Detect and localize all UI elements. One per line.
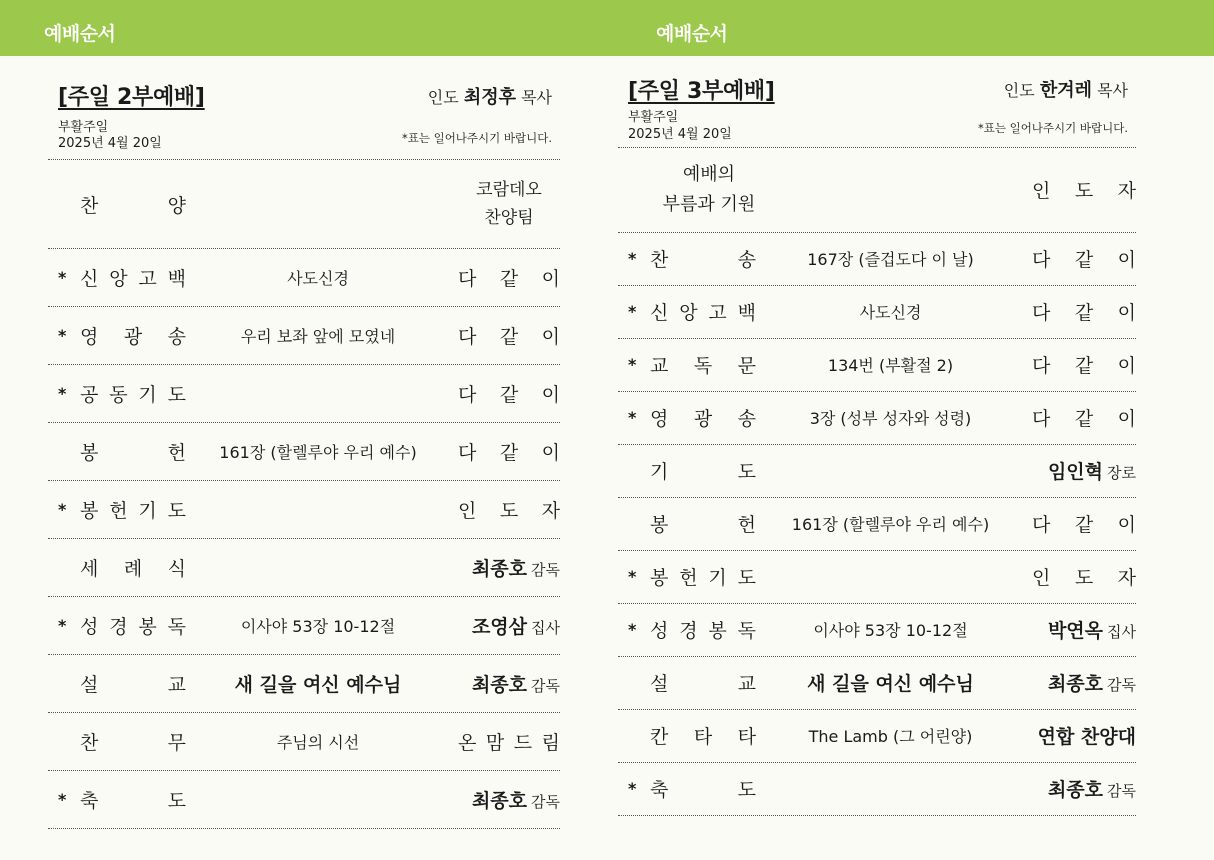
order-item-char: 독 [693,355,713,377]
order-leader [1048,775,1136,802]
order-item [650,510,756,537]
order-leader-line: 코람데오 [476,180,542,200]
order-item-char: 기 [708,567,727,589]
order-leader-char: 다 [1032,249,1051,271]
leader-name: 최종호 [1047,779,1104,801]
order-leader-line: 찬양팀 [484,208,534,228]
leader-role: 감독 [1107,782,1136,800]
leader-name: 임인혁 [1047,461,1104,483]
order-row [48,712,560,770]
order-item [80,612,186,639]
order-leader-char: 도 [1074,567,1094,589]
order-content: 167장 (즐겁도다 이 날) [807,250,974,269]
order-item [650,616,756,643]
order-item-char: 독 [167,615,186,638]
order-item-char: 봉 [80,499,99,522]
order-content: 161장 (할렐루야 우리 예수) [791,515,990,534]
order-leader [458,322,560,349]
leader-name: 최종호 [471,673,528,696]
order-leader-char: 자 [1117,180,1136,202]
order-item-char: 광 [123,325,143,348]
left-banner-label: 예배순서 [44,23,116,45]
stand-marker: * [628,620,637,639]
divider [48,828,560,829]
order-item-char: 교 [650,355,669,377]
order-leader: 연합 찬양대 [1037,726,1136,748]
order-item-char: 봉 [138,615,157,638]
stand-marker: * [58,789,67,809]
order-item [650,351,756,378]
order-item [650,563,756,590]
order-leader [1048,669,1136,696]
order-item-char: 봉 [80,441,99,464]
order-item-char: 찬 [80,731,99,754]
order-content: 우리 보좌 앞에 모였네 [240,326,396,346]
leader-name: 조영삼 [471,615,528,638]
order-row [618,232,1136,285]
order-item-char: 도 [737,567,756,589]
order-item [80,438,186,465]
order-leader [1048,616,1136,643]
order-item-char: 축 [80,789,99,812]
order-content: 새 길을 여신 예수님 [234,673,402,696]
order-item-char: 교 [167,673,186,696]
occasion-label: 부활주일 [58,120,109,135]
order-item-char: 칸 [650,726,669,748]
leader-role: 감독 [531,792,560,811]
order-leader-char: 자 [541,499,560,522]
order-leader [472,612,560,639]
order-leader [1032,563,1136,590]
order-leader-char: 인 [458,499,477,522]
stand-marker: * [58,383,67,403]
order-leader [458,728,560,755]
order-item-char: 기 [138,383,157,406]
order-leader-char: 같 [1074,302,1094,324]
order-content: 사도신경 [859,303,922,322]
order-item-char: 무 [167,731,186,754]
order-leader-char: 맘 [485,731,505,754]
order-leader-char: 같 [1074,249,1094,271]
right-banner-label: 예배순서 [656,23,728,45]
order-item-char: 도 [167,383,186,406]
stand-marker: * [58,325,67,345]
order-leader-char: 이 [541,267,560,290]
date-label: 2025년 4월 20일 [58,136,162,151]
order-item-char: 헌 [167,441,186,464]
order-leader-char: 같 [499,267,519,290]
order-item-char: 고 [138,267,157,290]
order-item-char: 경 [109,615,128,638]
order-item-char: 헌 [679,567,698,589]
order-item-char: 영 [650,408,669,430]
order-item [646,160,772,220]
order-content: 새 길을 여신 예수님 [807,673,974,695]
order-item-char: 양 [167,194,186,217]
order-leader-char: 다 [458,441,477,464]
order-leader-char: 같 [499,383,519,406]
order-item-char: 설 [80,673,99,696]
leader-name: 최종호 [471,789,528,812]
order-leader [1032,351,1136,378]
order-leader [1032,298,1136,325]
order-leader [458,380,560,407]
order-leader [1048,457,1136,484]
leader-role: 감독 [1107,676,1136,694]
stand-marker: * [58,615,67,635]
order-leader-char: 다 [1032,514,1051,536]
order-item [80,554,186,581]
order-row [618,550,1136,603]
service-leader: 인도 한겨레 목사 [1003,80,1128,101]
order-row [618,497,1136,550]
stand-marker: * [628,408,637,427]
leader-role: 감독 [531,560,560,579]
order-leader-char: 드 [513,731,533,754]
order-item [80,496,186,523]
order-item-char: 문 [737,355,756,377]
order-item-char: 식 [167,557,186,580]
order-item-char: 백 [167,267,186,290]
order-item [80,322,186,349]
order-item-char: 송 [737,249,756,271]
order-item-char: 신 [80,267,99,290]
leader-name: 박연옥 [1047,620,1104,642]
order-content: 134번 (부활절 2) [827,356,954,375]
order-item-char: 백 [737,302,756,324]
order-leader-char: 같 [499,325,519,348]
stand-marker: * [58,499,67,519]
service-title: [주일 3부예배] [628,79,775,104]
order-item [650,722,756,749]
order-leader-char: 같 [1074,514,1094,536]
leader-name: 최종호 [1047,673,1104,695]
order-item-char: 앙 [109,267,128,290]
order-item-char: 경 [679,620,698,642]
order-item-char: 례 [123,557,143,580]
order-row [48,306,560,364]
order-item-char: 봉 [650,567,669,589]
order-row [48,364,560,422]
order-row [48,422,560,480]
order-leader-char: 다 [458,325,477,348]
order-item-char: 신 [650,302,669,324]
order-item-char: 세 [80,557,99,580]
order-leader [472,670,560,697]
order-leader-char: 림 [541,731,560,754]
order-item-char: 공 [80,383,99,406]
leader-role: 목사 [1097,81,1128,100]
order-row [618,285,1136,338]
service-title: [주일 2부예배] [58,85,205,110]
order-item-char: 타 [693,726,713,748]
order-item-char: 교 [737,673,756,695]
order-leader [472,786,560,813]
order-item-char: 성 [650,620,669,642]
order-item-char: 도 [737,461,756,483]
order-leader [1032,510,1136,537]
order-item-char: 송 [167,325,186,348]
order-leader [458,264,560,291]
order-leader-char: 다 [458,267,477,290]
order-row [618,444,1136,497]
order-item-line: 부름과 기원 [662,193,756,215]
order-item [80,728,186,755]
order-leader-char: 다 [1032,302,1051,324]
occasion-label: 부활주일 [628,110,679,125]
order-leader-char: 도 [1074,180,1094,202]
order-content: 이사야 53장 10-12절 [813,621,968,640]
order-item-char: 찬 [650,249,669,271]
order-content: 161장 (할렐루야 우리 예수) [219,442,417,462]
order-row [48,480,560,538]
order-leader [1032,176,1136,203]
order-row [618,603,1136,656]
order-item-char: 기 [650,461,669,483]
order-content: 이사야 53장 10-12절 [240,616,396,636]
order-item-char: 영 [80,325,99,348]
order-item-char: 찬 [80,194,99,217]
leader-name: 한겨레 [1039,80,1092,101]
order-leader [458,176,560,232]
leader-name: 최종호 [471,557,528,580]
order-item-char: 봉 [708,620,727,642]
order-row [618,147,1136,232]
order-item [80,380,186,407]
leader-name: 최정후 [463,87,516,108]
order-item-char: 헌 [737,514,756,536]
order-item-char: 동 [109,383,128,406]
order-row [618,709,1136,762]
order-item-char: 도 [167,499,186,522]
order-leader-char: 인 [1032,180,1051,202]
stand-marker: * [628,779,637,798]
order-item-char: 헌 [109,499,128,522]
order-leader-char: 이 [1117,355,1136,377]
order-leader-char: 같 [1074,355,1094,377]
order-item-char: 앙 [679,302,698,324]
order-leader [1032,245,1136,272]
order-leader-char: 다 [1032,408,1051,430]
order-content: 주님의 시선 [276,732,360,752]
order-leader-char: 같 [1074,408,1094,430]
top-banner [0,0,1214,56]
stand-marker: * [628,249,637,268]
divider [618,815,1136,816]
stand-marker: * [628,302,637,321]
order-row [48,160,560,248]
order-row [48,654,560,712]
stand-notice: *표는 일어나주시기 바랍니다. [977,121,1128,135]
order-item-char: 타 [737,726,756,748]
order-leader [1032,404,1136,431]
order-row [618,762,1136,815]
order-item-char: 성 [80,615,99,638]
order-item-char: 광 [693,408,713,430]
leader-role: 장로 [1107,464,1136,482]
order-item [80,264,186,291]
order-row [48,538,560,596]
order-item-char: 기 [138,499,157,522]
order-item-char: 설 [650,673,669,695]
order-item [650,404,756,431]
stand-notice: *표는 일어나주시기 바랍니다. [401,131,552,145]
order-item [80,670,186,697]
order-leader-char: 이 [541,325,560,348]
order-leader-char: 이 [1117,302,1136,324]
order-item [650,298,756,325]
order-leader-char: 다 [1032,355,1051,377]
date-label: 2025년 4월 20일 [628,127,732,142]
order-item [650,775,756,802]
order-item [650,457,756,484]
order-item-line: 예배의 [682,163,736,185]
order-leader-char: 이 [1117,249,1136,271]
order-row [48,596,560,654]
order-item-char: 축 [650,779,669,801]
order-content: 사도신경 [287,268,349,288]
order-leader-char: 도 [499,499,519,522]
order-row [618,391,1136,444]
leader-role: 집사 [1107,623,1136,641]
order-item-char: 도 [167,789,186,812]
order-item-char: 봉 [650,514,669,536]
order-leader-char: 다 [458,383,477,406]
order-row [48,770,560,828]
leader-role: 집사 [531,618,560,637]
order-item-char: 도 [737,779,756,801]
order-leader [458,438,560,465]
order-item-char: 고 [708,302,727,324]
order-leader [458,496,560,523]
order-content: 3장 (성부 성자와 성령) [809,409,972,428]
order-row [618,656,1136,709]
order-leader-char: 이 [1117,514,1136,536]
order-content: The Lamb (그 어린양) [808,727,973,746]
stand-marker: * [58,267,67,287]
order-item-char: 독 [737,620,756,642]
order-item [650,245,756,272]
order-row [48,248,560,306]
order-leader-char: 온 [458,731,477,754]
stand-marker: * [628,355,637,374]
order-leader-char: 이 [541,441,560,464]
order-leader-char: 인 [1032,567,1051,589]
order-leader-char: 자 [1117,567,1136,589]
leader-role: 목사 [521,88,552,107]
order-leader-char: 이 [541,383,560,406]
order-item-char: 송 [737,408,756,430]
stand-marker: * [628,567,637,586]
service-leader: 인도 최정후 목사 [427,87,552,108]
order-row [618,338,1136,391]
order-leader-char: 같 [499,441,519,464]
order-item [80,786,186,813]
leader-role: 감독 [531,676,560,695]
order-item [650,669,756,696]
order-leader [472,554,560,581]
order-item [80,191,186,218]
order-leader-char: 이 [1117,408,1136,430]
